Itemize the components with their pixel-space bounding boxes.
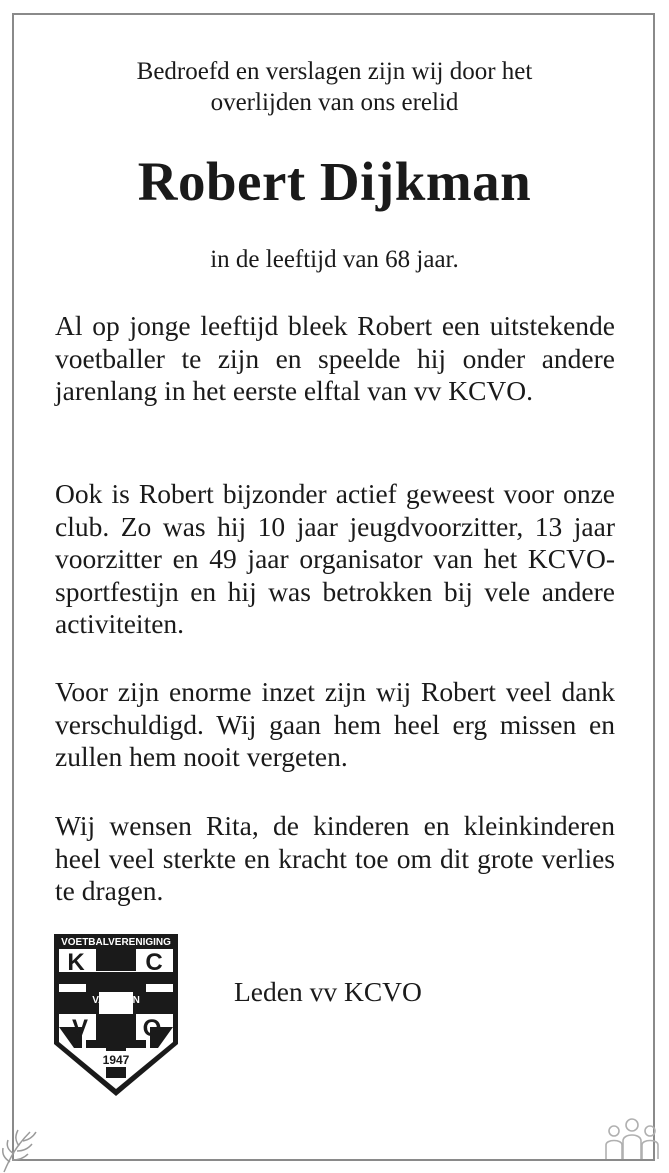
paragraph-gratitude: Voor zijn enorme inzet zijn wij Robert veel dank verschuldigd. Wij gaan hem heel erg missen en zullen hem nooit vergeten.	[55, 676, 615, 772]
intro-text	[0, 56, 669, 118]
paragraph-club-activities: Ook is Robert bijzonder actief geweest voor onze club. Zo was hij 10 jaar jeugdvoorzitter, 13 jaar voorzitter en 49 jaar organisator van het KCVO-sportfestijn en hij was betrokken bij vele andere activiteiten.	[55, 478, 615, 639]
intro-line-1: Bedroefd en verslagen zijn wij door het	[136, 58, 533, 85]
signature: Leden vv KCVO	[234, 976, 422, 1007]
deceased-name: Robert Dijkman	[137, 151, 532, 212]
logo-letter-k: K	[67, 949, 85, 976]
intro-line-2: overlijden van ons erelid	[210, 89, 459, 116]
kcvo-club-logo	[52, 932, 180, 1098]
logo-town: VAASSEN	[92, 995, 140, 1006]
logo-banner: VOETBALVERENIGING	[61, 937, 171, 948]
sprig-icon	[0, 1118, 42, 1173]
paragraph-condolences: Wij wensen Rita, de kinderen en kleinkinderen heel veel sterkte en kracht toe om dit grote verlies te dragen.	[55, 810, 615, 906]
logo-letter-c: C	[145, 949, 163, 976]
logo-letter-v: V	[71, 1015, 89, 1042]
logo-year: 1947	[102, 1053, 130, 1067]
age-line: in de leeftijd van 68 jaar.	[210, 246, 459, 273]
family-icon	[604, 1117, 660, 1161]
paragraph-career: Al op jonge leeftijd bleek Robert een uitstekende voetballer te zijn en speelde hij onder andere jarenlang in het eerste elftal van vv KCVO.	[55, 310, 615, 406]
logo-letter-o: O	[142, 1015, 162, 1042]
